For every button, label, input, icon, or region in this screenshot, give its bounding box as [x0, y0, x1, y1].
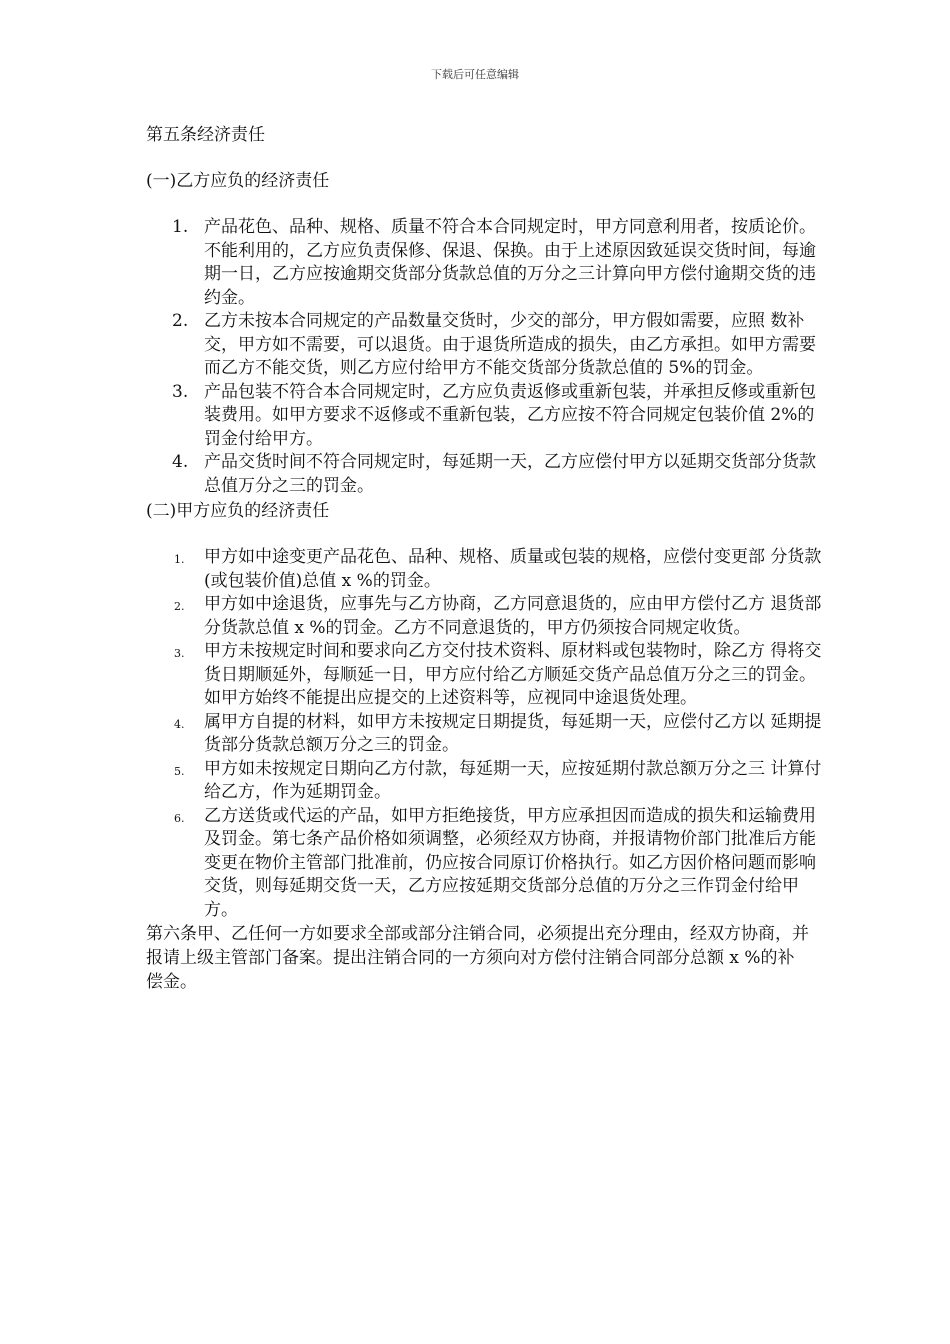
list-item — [146, 546, 826, 593]
list-item-text: 乙方送货或代运的产品，如甲方拒绝接货，甲方应承担因而造成的损失和运输费用及罚金。第七条产品价格如须调整，必须经双方协商，并报请物价部门批准后方能变更在物价主管部门批准前，仍应按合同原订价格执行。如乙方因价格问题而影响交货，则每延期交货一天，乙方应按延期交货部分总值的万分之三作罚金付给甲方。 — [204, 805, 816, 920]
list-item-text: 属甲方自提的材料，如甲方未按规定日期提货，每延期一天，应偿付乙方以 延期提货部分货款总额万分之三的罚金。 — [204, 711, 822, 755]
list-item-number: 6. — [174, 811, 185, 825]
list-item-number: 4. — [174, 717, 185, 731]
list-item-text: 甲方未按规定时间和要求向乙方交付技术资料、原材料或包装物时，除乙方 得将交货日期顺延外，每顺延一日，甲方应付给乙方顺延交货产品总值万分之三的罚金。如甲方始终不能提出应提交的上述资料等，应视同中途退货处理。 — [204, 641, 822, 708]
list-item-number: 3. — [172, 381, 189, 402]
list-item-text: 甲方如未按规定日期向乙方付款，每延期一天，应按延期付款总额万分之三 计算付给乙方，作为延期罚金。 — [204, 758, 822, 802]
list-item-number: 1. — [172, 217, 189, 237]
list-item-number: 2. — [172, 311, 189, 331]
list-item — [146, 805, 826, 923]
list-item-number: 5. — [174, 764, 185, 778]
list-item-number: 4. — [172, 452, 189, 472]
list-item — [146, 593, 826, 640]
page-header-note: 下载后可任意编辑 — [431, 68, 519, 81]
list-item-text: 乙方未按本合同规定的产品数量交货时，少交的部分，甲方假如需要，应照 数补交，甲方如不需要，可以退货。由于退货所造成的损失，由乙方承担。如甲方需要而乙方不能交货，则乙方应付给甲方不能交货部分货款总值的 5%的罚金。 — [204, 311, 816, 378]
article-6-paragraph: 第六条甲、乙任何一方如要求全部或部分注销合同，必须提出充分理由，经双方协商，并报请上级主管部门备案。提出注销合同的一方须向对方偿付注销合同部分总额 x %的补偿金。 — [146, 924, 809, 992]
list-item — [146, 310, 826, 381]
list-item — [146, 216, 826, 310]
list-item — [146, 451, 826, 498]
section-1-title: (一)乙方应负的经济责任 — [146, 171, 330, 191]
list-item-text: 甲方如中途退货，应事先与乙方协商，乙方同意退货的，应由甲方偿付乙方 退货部分货款总值 x %的罚金。乙方不同意退货的，甲方仍须按合同规定收货。 — [204, 594, 822, 638]
list-item-number: 2. — [174, 600, 185, 613]
list-item-number: 1. — [174, 553, 185, 566]
list-item — [146, 381, 826, 452]
section-2-list — [146, 546, 826, 922]
list-item-text: 甲方如中途变更产品花色、品种、规格、质量或包装的规格，应偿付变更部 分货款(或包装价值)总值 x %的罚金。 — [204, 547, 822, 591]
list-item — [146, 640, 826, 711]
list-item-text: 产品包装不符合本合同规定时，乙方应负责返修或重新包装，并承担反修或重新包装费用。如甲方要求不返修或不重新包装，乙方应按不符合同规定包装价值 2%的罚金付给甲方。 — [204, 381, 816, 449]
section-2-title: (二)甲方应负的经济责任 — [146, 501, 330, 521]
document-body — [146, 122, 826, 994]
list-item — [146, 711, 826, 758]
article-5-title: 第五条经济责任 — [146, 125, 265, 145]
list-item-text: 产品花色、品种、规格、质量不符合本合同规定时，甲方同意利用者，按质论价。不能利用的，乙方应负责保修、保退、保换。由于上述原因致延误交货时间，每逾期一日，乙方应按逾期交货部分货款总值的万分之三计算向甲方偿付逾期交货的违约金。 — [204, 217, 816, 308]
list-item — [146, 758, 826, 805]
section-1-list — [146, 216, 826, 498]
list-item-text: 产品交货时间不符合同规定时，每延期一天，乙方应偿付甲方以延期交货部分货款总值万分之三的罚金。 — [204, 452, 816, 496]
list-item-number: 3. — [174, 647, 185, 660]
